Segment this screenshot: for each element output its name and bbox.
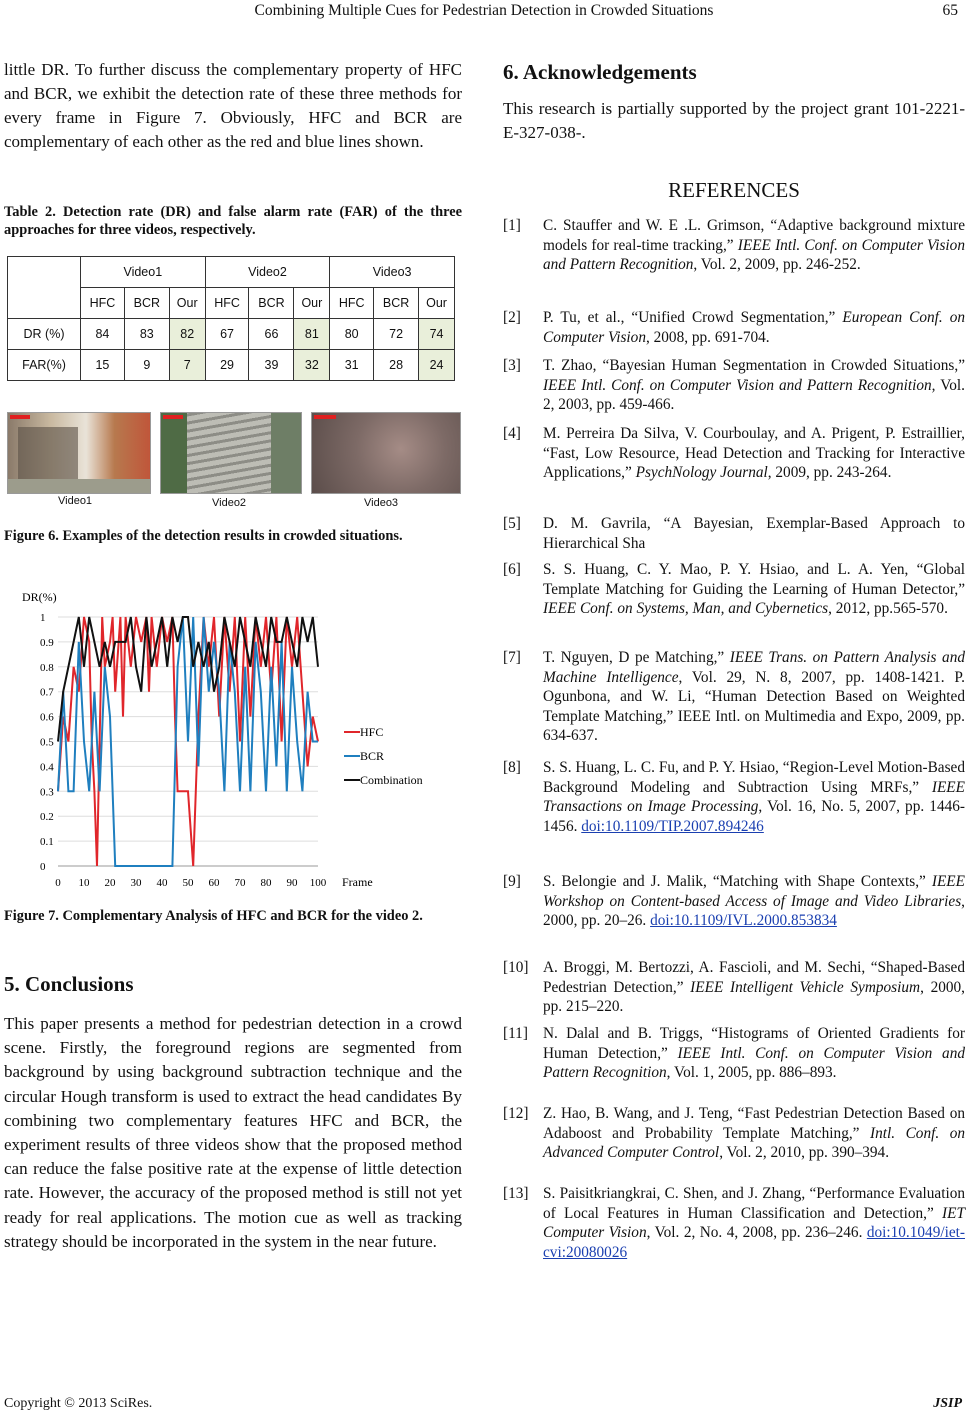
row-label: DR (%) (8, 319, 81, 350)
copyright-footer: Copyright © 2013 SciRes. (4, 1396, 153, 1411)
reference-number: [12] (503, 1105, 529, 1122)
table-cell: 83 (124, 319, 169, 350)
table-cell: 15 (81, 350, 125, 381)
table-video-header: Video3 (330, 257, 455, 288)
reference-number: [13] (503, 1185, 529, 1202)
reference-item (503, 648, 965, 746)
references-heading: REFERENCES (668, 178, 800, 202)
table-cell: 80 (330, 319, 374, 350)
table-cell: 32 (294, 350, 330, 381)
table-cell: 29 (205, 350, 249, 381)
y-tick-label: 0 (40, 861, 46, 873)
figure6-label: Video2 (212, 497, 247, 509)
table-cell: 74 (419, 319, 455, 350)
video3-frame-image (311, 412, 461, 494)
x-tick-label: 80 (260, 877, 272, 889)
figure6-label: Video3 (364, 497, 399, 509)
reference-number: [8] (503, 759, 521, 776)
y-tick-label: 0.2 (40, 811, 54, 824)
reference-text: S. Belongie and J. Malik, “Matching with Shape Contexts,” IEEE Workshop on Content-based Access of Image and Video Libraries, 2000, pp. 20–26. doi:10.1109/IVL.2000.853834 (543, 873, 965, 930)
reference-item (503, 216, 965, 275)
table-cell: 9 (124, 350, 169, 381)
table-method-header: Our (169, 288, 205, 319)
reference-item (503, 514, 965, 553)
table-method-header: BCR (374, 288, 419, 319)
reference-number: [9] (503, 873, 521, 890)
x-tick-label: 40 (156, 877, 168, 889)
reference-item (503, 1184, 965, 1262)
reference-number: [4] (503, 425, 521, 442)
reference-item (503, 958, 965, 1017)
video1-frame-image (7, 412, 151, 494)
table-video-header: Video1 (81, 257, 206, 288)
table-cell: 28 (374, 350, 419, 381)
table-cell: 31 (330, 350, 374, 381)
table-method-header: Our (294, 288, 330, 319)
table-cell: 81 (294, 319, 330, 350)
x-tick-label: 90 (286, 877, 298, 889)
figure6-caption: Figure 6. Examples of the detection results in crowded situations. (4, 528, 403, 544)
x-tick-label: 10 (78, 877, 90, 889)
table-cell: 39 (249, 350, 294, 381)
y-tick-label: 0.3 (40, 786, 54, 799)
table-method-header: HFC (81, 288, 125, 319)
y-tick-label: 0.7 (40, 686, 54, 699)
y-axis-label: DR(%) (22, 590, 57, 604)
reference-text: S. Paisitkriangkrai, C. Shen, and J. Zhang, “Performance Evaluation of Local Features in Human Classification and Detection,” IET Computer Vision, Vol. 2, No. 4, 2008, pp. 236–246. doi:10.1049/iet-cvi:20080026 (543, 1185, 965, 1261)
reference-text: C. Stauffer and W. E .L. Grimson, “Adaptive background mixture models for real-time tracking,” IEEE Intl. Conf. on Computer Vision and Pattern Recognition, Vol. 2, 2009, pp. 246-252. (543, 217, 965, 274)
x-tick-label: 50 (182, 877, 194, 889)
table-caption: Table 2. Detection rate (DR) and false alarm rate (FAR) of the three approaches for three videos, respectively. (4, 204, 462, 238)
row-label: FAR(%) (8, 350, 81, 381)
intro-paragraph: little DR. To further discuss the complementary property of HFC and BCR, we exhibit the detection rate of these three methods for every frame in Figure 7. Obviously, HFC and BCR are complementary of each other as the red and blue lines shown. (4, 60, 462, 151)
y-tick-label: 0.5 (40, 736, 54, 749)
running-header (0, 0, 968, 24)
x-tick-label: 60 (208, 877, 220, 889)
table-cell: 7 (169, 350, 205, 381)
acknowledgements-text: This research is partially supported by the project grant 101-2221-E-327-038-. (503, 99, 965, 142)
reference-number: [6] (503, 561, 521, 578)
table-method-header: Our (419, 288, 455, 319)
y-tick-label: 0.6 (40, 711, 54, 724)
legend-label: BCR (360, 749, 385, 763)
y-tick-label: 0.4 (40, 761, 54, 774)
legend-label: Combination (360, 773, 423, 787)
conclusions-heading: 5. Conclusions (4, 972, 134, 996)
table-cell: 72 (374, 319, 419, 350)
reference-item (503, 308, 965, 347)
reference-item (503, 560, 965, 619)
table-method-header: HFC (205, 288, 249, 319)
table-corner-cell (8, 257, 81, 319)
x-tick-label: 70 (234, 877, 246, 889)
journal-footer: JSIP (933, 1396, 962, 1411)
reference-item (503, 872, 965, 931)
x-tick-label: 30 (130, 877, 142, 889)
reference-number: [5] (503, 515, 521, 532)
x-axis-label: Frame (342, 875, 373, 889)
table-video-header: Video2 (205, 257, 330, 288)
reference-text: S. S. Huang, C. Y. Mao, P. Y. Hsiao, and L. A. Yen, “Global Template Matching for Guiding the Learning of Human Detector,” IEEE Conf. on Systems, Man, and Cybernetics, 2012, pp.565-570. (543, 561, 965, 618)
reference-text: T. Zhao, “Bayesian Human Segmentation in Crowded Situations,” IEEE Intl. Conf. on Computer Vision and Pattern Recognition, Vol. 2, 2003, pp. 459-466. (543, 357, 965, 414)
reference-number: [1] (503, 217, 521, 234)
reference-text: D. M. Gavrila, “A Bayesian, Exemplar-Based Approach to Hierarchical Sha (543, 515, 965, 552)
table-row (8, 350, 455, 381)
figure6-label: Video1 (58, 495, 93, 507)
reference-text: Z. Hao, B. Wang, and J. Teng, “Fast Pedestrian Detection Based on Adaboost and Probability Template Matching,” Intl. Conf. on Advanced Computer Control, Vol. 2, 2010, pp. 390–394. (543, 1105, 965, 1162)
table-method-header: BCR (249, 288, 294, 319)
video2-frame-image (160, 412, 302, 494)
table-method-header: HFC (330, 288, 374, 319)
reference-number: [11] (503, 1025, 528, 1042)
reference-text: M. Perreira Da Silva, V. Courboulay, and A. Prigent, P. Estraillier, “Fast, Low Resource, Head Detection and Tracking for Interactive Applications,” PsychNology Journal, 2009, pp. 243-264. (543, 425, 965, 482)
results-table (7, 256, 455, 381)
table-method-header: BCR (124, 288, 169, 319)
reference-text: T. Nguyen, D pe Matching,” IEEE Trans. on Pattern Analysis and Machine Intelligence, Vol. 29, N. 8, 2007, pp. 1408-1421. P. Ogunbona, and W. Li, “Human Detection Based on Weighted Template Matching,” IEEE Intl. on Multimedia and Expo, 2009, pp. 634-637. (543, 649, 965, 745)
reference-item (503, 424, 965, 483)
x-tick-label: 100 (309, 877, 327, 889)
reference-number: [10] (503, 959, 529, 976)
reference-text: P. Tu, et al., “Unified Crowd Segmentation,” European Conf. on Computer Vision, 2008, pp. 691-704. (543, 309, 965, 346)
page-number: 65 (942, 2, 958, 19)
reference-text: S. S. Huang, L. C. Fu, and P. Y. Hsiao, “Region-Level Motion-Based Background Modeling and Subtraction Using MRFs,” IEEE Transactions on Image Processing, Vol. 16, No. 5, 2007, pp. 1446-1456. doi:10.1109/TIP.2007.894246 (543, 759, 965, 835)
table-cell: 67 (205, 319, 249, 350)
table-cell: 84 (81, 319, 125, 350)
y-tick-label: 0.8 (40, 661, 54, 674)
figure7-caption: Figure 7. Complementary Analysis of HFC and BCR for the video 2. (4, 908, 423, 924)
table-cell: 82 (169, 319, 205, 350)
dr-line-chart (8, 585, 460, 895)
table-cell: 66 (249, 319, 294, 350)
reference-text: A. Broggi, M. Bertozzi, A. Fascioli, and M. Sechi, “Shaped-Based Pedestrian Detection,” IEEE Intelligent Vehicle Symposium, 2000, pp. 215–220. (543, 959, 965, 1016)
x-tick-label: 0 (55, 877, 61, 889)
legend-label: HFC (360, 725, 384, 739)
reference-number: [2] (503, 309, 521, 326)
reference-number: [7] (503, 649, 521, 666)
x-tick-label: 20 (104, 877, 116, 889)
reference-item (503, 1104, 965, 1163)
running-title: Combining Multiple Cues for Pedestrian Detection in Crowded Situations (254, 2, 714, 19)
y-tick-label: 0.1 (40, 836, 54, 849)
reference-item (503, 758, 965, 836)
table-row (8, 319, 455, 350)
acknowledgements-heading: 6. Acknowledgements (503, 60, 697, 84)
y-tick-label: 1 (40, 612, 46, 624)
y-tick-label: 0.9 (40, 636, 54, 649)
reference-number: [3] (503, 357, 521, 374)
reference-item (503, 356, 965, 415)
reference-item (503, 1024, 965, 1083)
table-cell: 24 (419, 350, 455, 381)
reference-text: N. Dalal and B. Triggs, “Histograms of Oriented Gradients for Human Detection,” IEEE Intl. Conf. on Computer Vision and Pattern Recognition, Vol. 1, 2005, pp. 886–893. (543, 1025, 965, 1082)
conclusions-text: This paper presents a method for pedestrian detection in a crowd scene. Firstly, the foreground regions are segmented from background by using background subtraction technique and the circular Hough transform is used to extract the head candidates By combining two complementary features HFC and BCR, the experiment results of three videos show that the proposed method can reduce the false positive rate at the expense of little detection rate. However, the accuracy of the proposed method is still not yet ready for real applications. The motion cue as well as tracking strategy should be incorporated in the system in the near future. (4, 1014, 462, 1251)
